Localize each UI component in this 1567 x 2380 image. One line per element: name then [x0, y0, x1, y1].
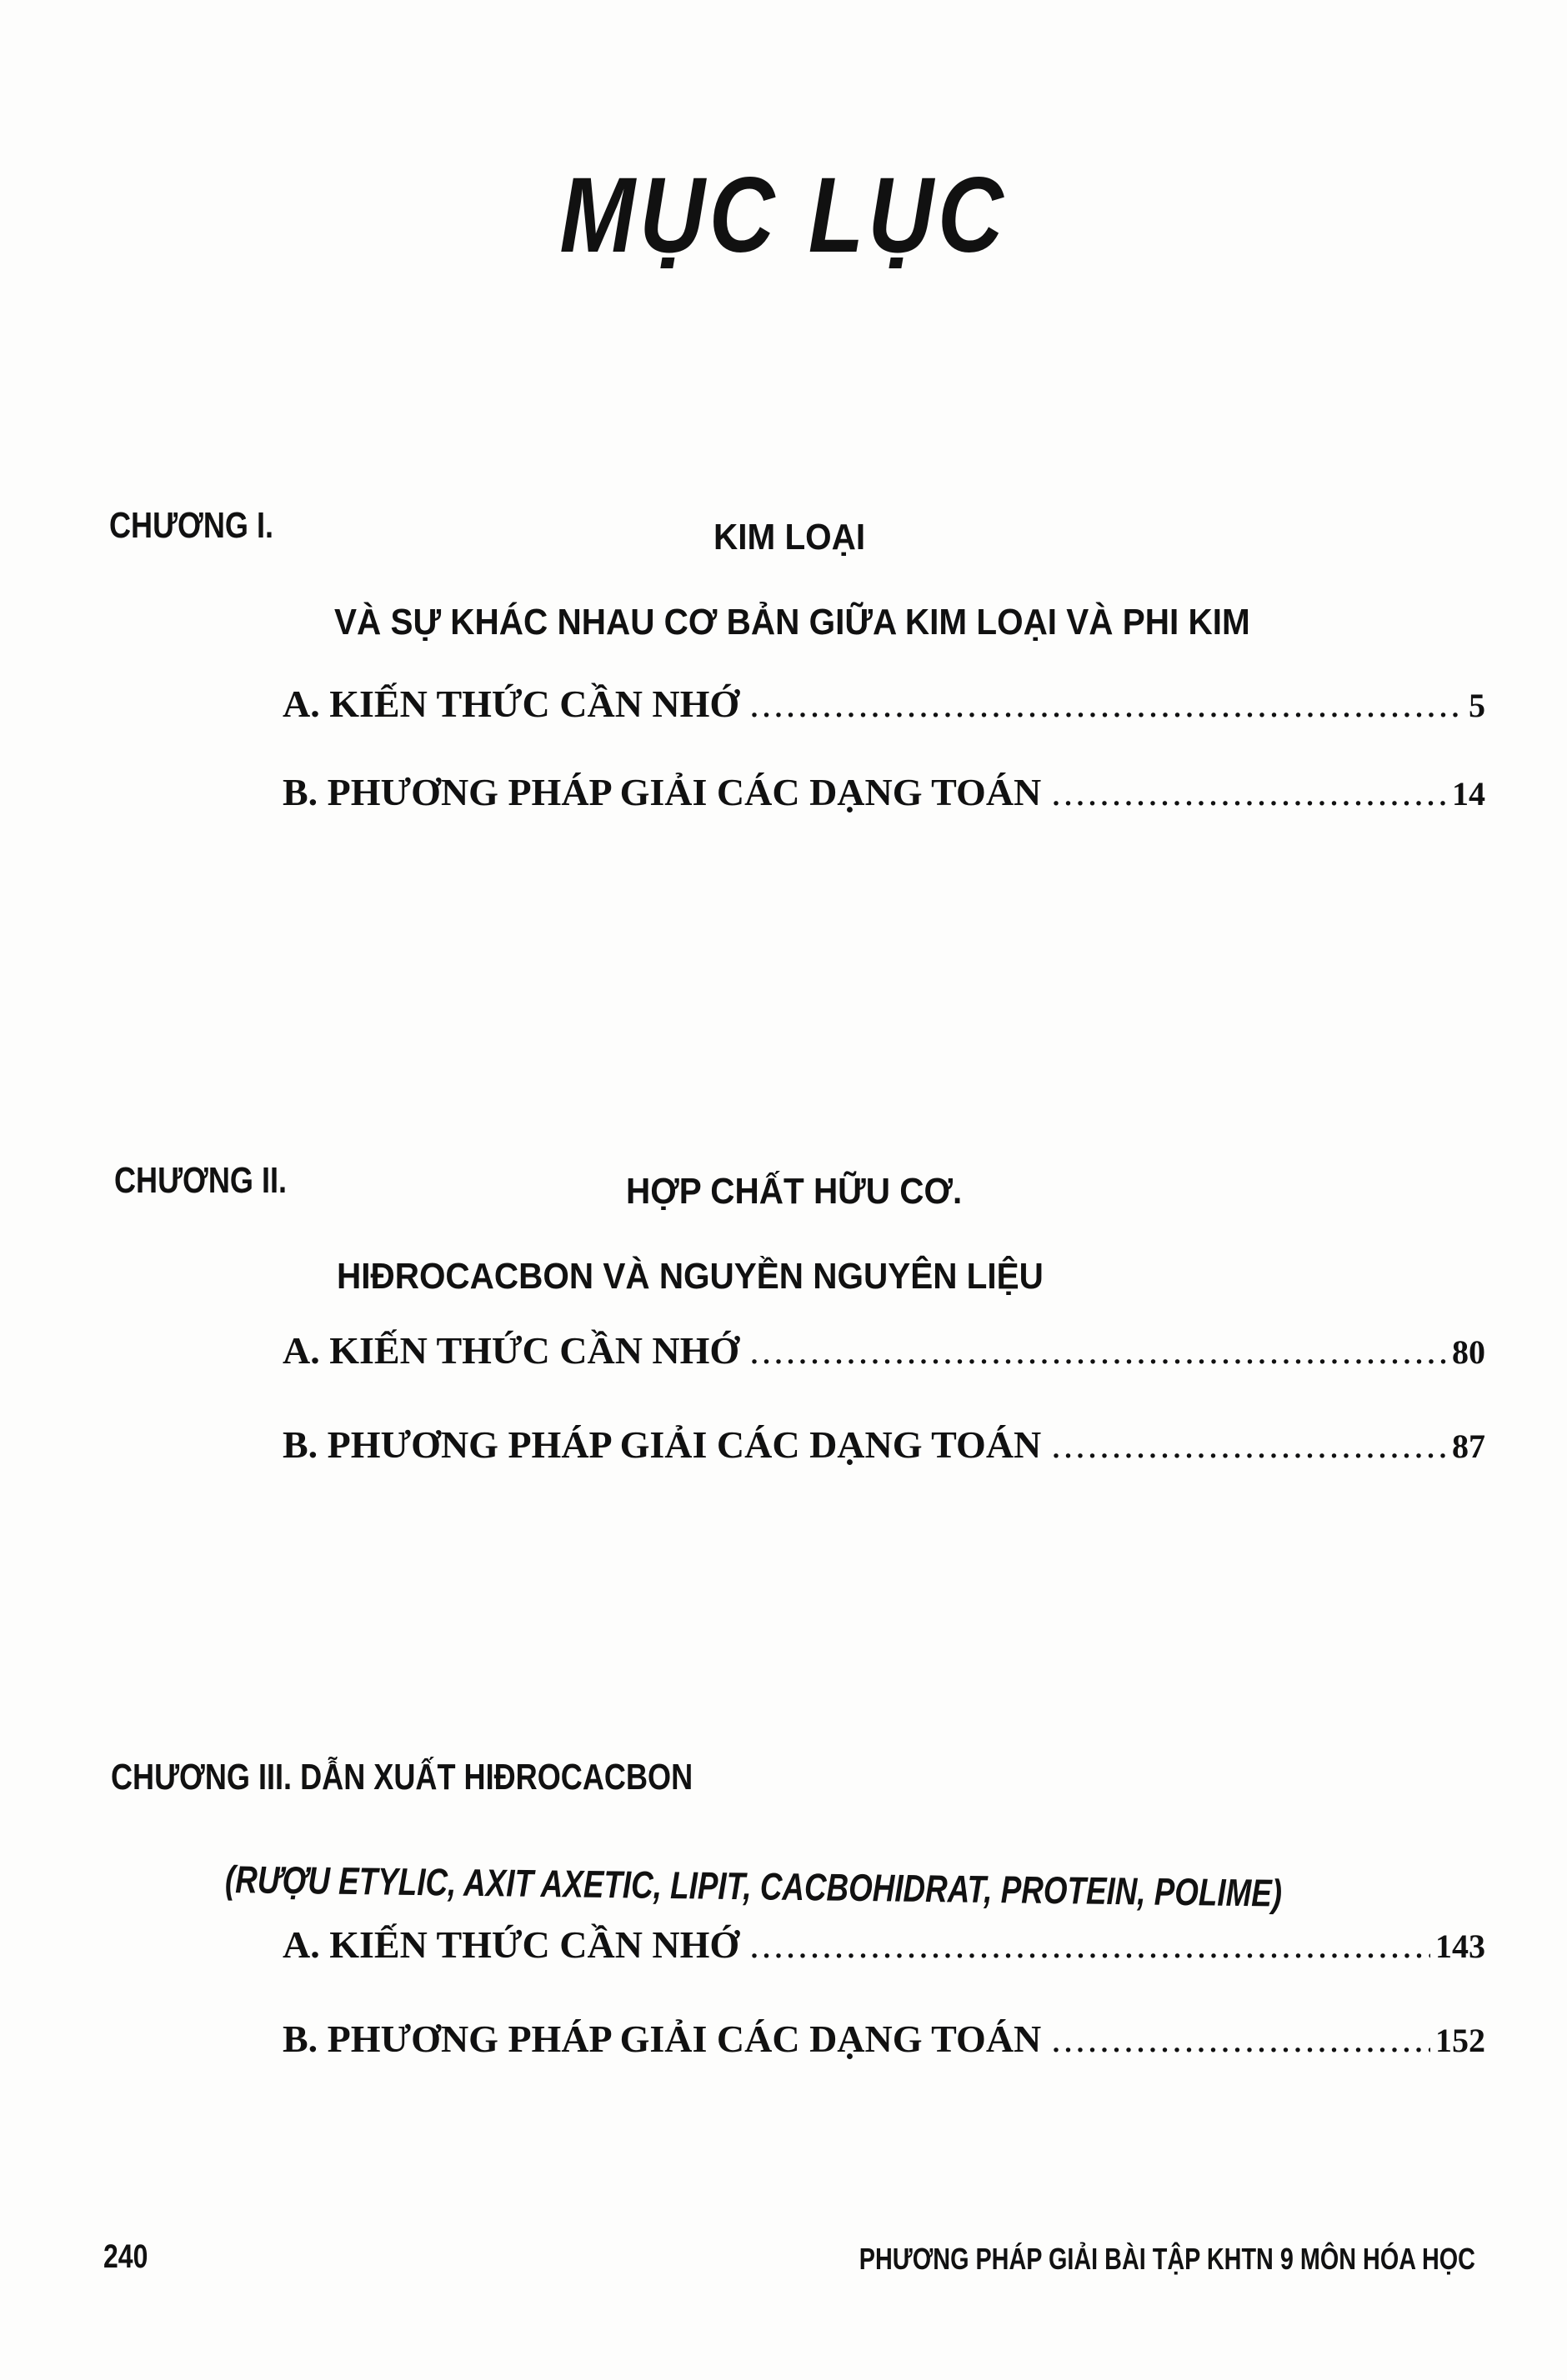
toc-entry[interactable]	[283, 1328, 1485, 1372]
dot-leader	[1051, 770, 1447, 814]
toc-entry[interactable]	[283, 682, 1485, 726]
toc-entry-label: A. KIẾN THỨC CẦN NHỚ	[283, 682, 740, 725]
toc-entry-label: A. KIẾN THỨC CẦN NHỚ	[283, 1329, 740, 1372]
chapter-2-heading: HỢP CHẤT HỮU CƠ.	[626, 1171, 963, 1212]
chapter-1-label: CHƯƠNG I.	[109, 505, 274, 546]
toc-entry-page: 87	[1452, 1428, 1485, 1465]
dot-leader	[1051, 1422, 1447, 1467]
toc-entry-page: 152	[1435, 2022, 1485, 2059]
chapter-3-subheading: (RƯỢU ETYLIC, AXIT AXETIC, LIPIT, CACBOHIDRAT, PROTEIN, POLIME)	[224, 1858, 1283, 1915]
page-title: MỤC LỤC	[559, 156, 1008, 275]
dot-leader	[749, 682, 1464, 726]
chapter-3-heading: DẪN XUẤT HIĐROCACBON	[300, 1757, 693, 1798]
toc-entry-page: 143	[1435, 1928, 1485, 1965]
chapter-1-subheading: VÀ SỰ KHÁC NHAU CƠ BẢN GIỮA KIM LOẠI VÀ PHI KIM	[334, 602, 1250, 642]
toc-entry[interactable]	[283, 770, 1485, 814]
toc-entry[interactable]	[283, 1422, 1485, 1467]
dot-leader	[749, 1922, 1430, 1967]
toc-entry-label: B. PHƯƠNG PHÁP GIẢI CÁC DẠNG TOÁN	[283, 1423, 1042, 1466]
dot-leader	[1051, 2017, 1430, 2061]
toc-entry-label: A. KIẾN THỨC CẦN NHỚ	[283, 1923, 740, 1966]
toc-entry-label: B. PHƯƠNG PHÁP GIẢI CÁC DẠNG TOÁN	[283, 2018, 1042, 2060]
chapter-3-label-text: CHƯƠNG III.	[111, 1757, 293, 1798]
chapter-2-subheading: HIĐROCACBON VÀ NGUYỀN NGUYÊN LIỆU	[337, 1256, 1044, 1297]
footer-page-number: 240	[103, 2238, 148, 2275]
toc-entry[interactable]	[283, 2017, 1485, 2061]
dot-leader	[749, 1328, 1447, 1372]
toc-entry-label: B. PHƯƠNG PHÁP GIẢI CÁC DẠNG TOÁN	[283, 771, 1042, 813]
chapter-1-heading: KIM LOẠI	[713, 517, 866, 558]
chapter-2-label: CHƯƠNG II.	[114, 1160, 288, 1201]
chapter-3-label	[111, 1757, 693, 1798]
toc-entry[interactable]	[283, 1922, 1485, 1967]
toc-entry-page: 14	[1452, 775, 1485, 812]
toc-entry-page: 5	[1469, 687, 1485, 724]
toc-entry-page: 80	[1452, 1333, 1485, 1371]
footer-book-title: PHƯƠNG PHÁP GIẢI BÀI TẬP KHTN 9 MÔN HÓA HỌC	[859, 2242, 1475, 2276]
